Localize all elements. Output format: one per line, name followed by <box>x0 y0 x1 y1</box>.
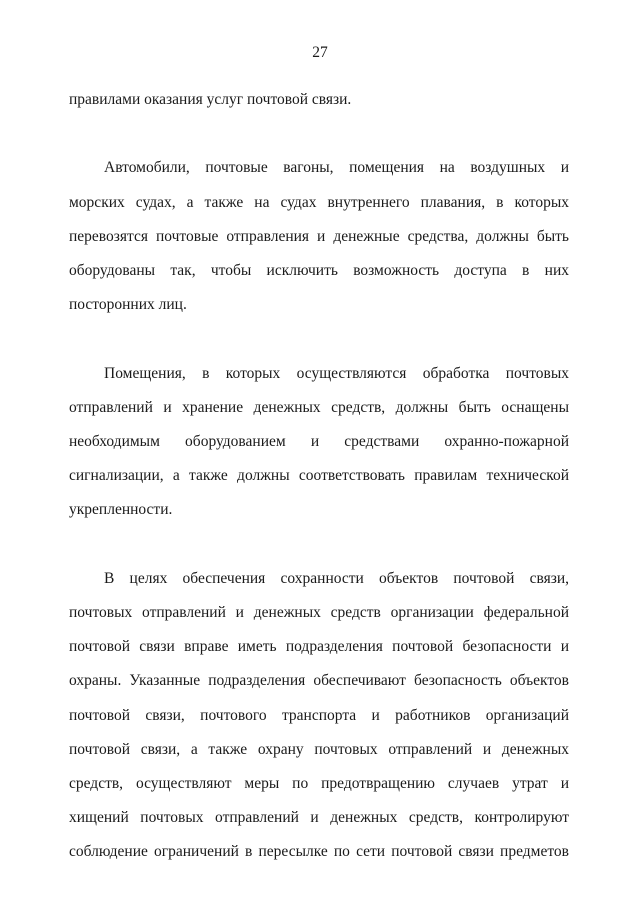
text-line: В целях обеспечения сохранности объектов почтовой связи, <box>104 569 569 587</box>
text-line: перевозятся почтовые отправления и денежные средства, должны быть <box>69 227 569 245</box>
text-line: средств, осуществляют меры по предотвращению случаев утрат и <box>69 775 569 793</box>
text-line: укрепленности. <box>69 501 173 519</box>
text-line: оборудованы так, чтобы исключить возможность доступа в них <box>69 262 569 279</box>
paragraph-2 <box>69 151 569 322</box>
text-line: правилами оказания услуг почтовой связи. <box>69 91 352 108</box>
paragraph-1 <box>69 83 569 117</box>
text-line: Автомобили, почтовые вагоны, помещения на воздушных и <box>104 159 569 177</box>
page-number: 27 <box>312 44 328 61</box>
text-line: соблюдение ограничений в пересылке по сети почтовой связи предметов <box>69 843 569 861</box>
text-line: отправлений и хранение денежных средств, должны быть оснащены <box>69 398 569 416</box>
paragraph-3 <box>69 357 569 528</box>
text-line: охраны. Указанные подразделения обеспечивают безопасность объектов <box>69 672 569 690</box>
text-line: морских судах, а также на судах внутреннего плавания, в которых <box>69 193 569 211</box>
text-line: почтовой связи вправе иметь подразделения почтовой безопасности и <box>69 638 569 656</box>
body-text <box>69 83 569 870</box>
text-line: почтовой связи, а также охрану почтовых отправлений и денежных <box>69 740 569 758</box>
text-line: сигнализации, а также должны соответствовать правилам технической <box>69 467 569 485</box>
text-line: необходимым оборудованием и средствами охранно-пожарной <box>69 433 569 450</box>
text-line: почтовых отправлений и денежных средств организации федеральной <box>69 604 569 621</box>
text-line: посторонних лиц. <box>69 296 187 314</box>
text-line: хищений почтовых отправлений и денежных средств, контролируют <box>69 809 569 827</box>
text-line: Помещения, в которых осуществляются обработка почтовых <box>104 364 569 382</box>
text-line: почтовой связи, почтового транспорта и работников организаций <box>69 706 569 724</box>
paragraph-4 <box>69 562 569 870</box>
